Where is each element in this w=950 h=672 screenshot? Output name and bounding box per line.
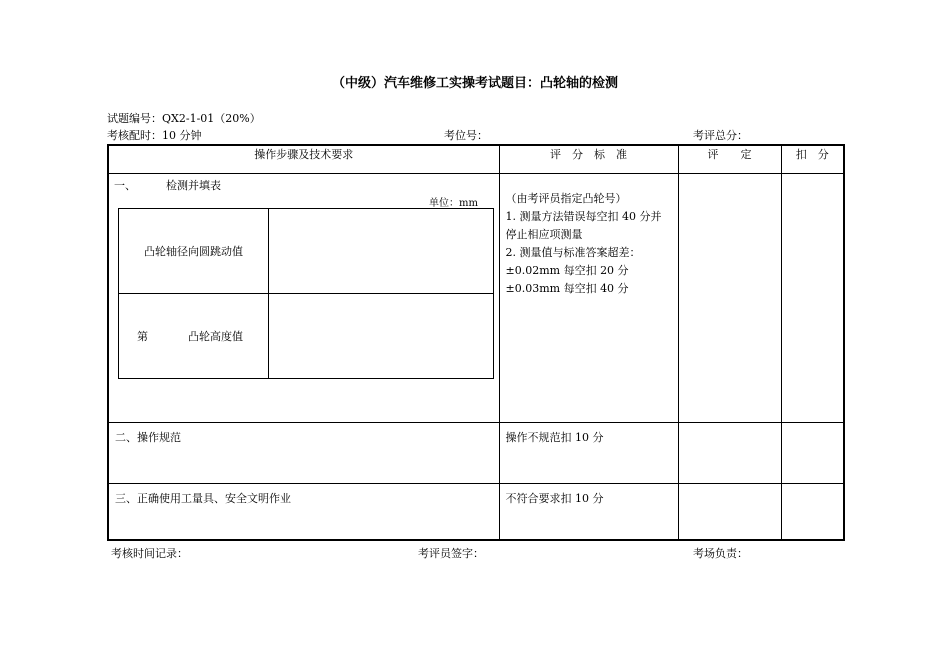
header-criteria: 评 分 标 准	[499, 145, 678, 174]
section2-criteria-cell	[499, 423, 678, 484]
runout-value-field[interactable]	[269, 209, 494, 294]
section3-criteria: 不符合要求扣 10 分	[505, 492, 604, 505]
measurement-table	[118, 208, 494, 379]
section2-deduct-cell[interactable]	[781, 423, 844, 484]
time-allotted: 考核配时：10 分钟	[107, 129, 202, 142]
section1-deduct-cell[interactable]	[781, 174, 844, 423]
section3-rating-cell[interactable]	[678, 484, 781, 541]
unit-label: 单位：mm	[429, 198, 478, 209]
criteria-line: ±0.02mm 每空扣 20 分	[505, 264, 629, 277]
total-score-label: 考评总分：	[693, 129, 748, 142]
section2-rating-cell[interactable]	[678, 423, 781, 484]
examiner-sign-label: 考评员签字：	[418, 547, 484, 560]
criteria-line: （由考评员指定凸轮号）	[505, 192, 627, 205]
section2-steps-cell	[108, 423, 499, 484]
exam-code: 试题编号：QX2-1-01（20%）	[107, 112, 261, 125]
header-steps: 操作步骤及技术要求	[108, 145, 499, 174]
criteria-line: ±0.03mm 每空扣 40 分	[505, 282, 629, 295]
runout-label: 凸轮轴径向圆跳动值	[144, 245, 243, 258]
section1-criteria-cell	[499, 174, 678, 423]
section3-label: 三、正确使用工量具、安全文明作业	[115, 492, 291, 505]
section1-rating-cell[interactable]	[678, 174, 781, 423]
section3-steps-cell	[108, 484, 499, 541]
header-rating: 评 定	[678, 145, 781, 174]
criteria-line: 2. 测量值与标准答案超差：	[505, 246, 641, 259]
cam-height-label: 凸轮高度值	[188, 330, 243, 343]
section1-heading	[114, 177, 221, 193]
seat-number-label: 考位号：	[444, 129, 488, 142]
section3-criteria-cell	[499, 484, 678, 541]
section3-deduct-cell[interactable]	[781, 484, 844, 541]
section2-label: 二、操作规范	[115, 431, 181, 444]
criteria-line: 1. 测量方法错误每空扣 40 分并	[505, 210, 662, 223]
page-title: （中级）汽车维修工实操考试题目：凸轮轴的检测	[331, 76, 618, 91]
section1-number: 一、	[114, 179, 136, 192]
criteria-line: 停止相应项测量	[505, 228, 583, 241]
cam-height-value-field[interactable]	[269, 294, 494, 379]
cam-height-label-cell	[119, 294, 269, 379]
runout-label-cell	[119, 209, 269, 294]
site-supervisor-label: 考场负责：	[693, 547, 748, 560]
header-deduct: 扣 分	[781, 145, 844, 174]
section2-criteria: 操作不规范扣 10 分	[505, 431, 604, 444]
time-record-label: 考核时间记录：	[111, 547, 188, 560]
section1-label: 检测并填表	[166, 179, 221, 192]
cam-number-prefix: 第	[137, 330, 148, 343]
